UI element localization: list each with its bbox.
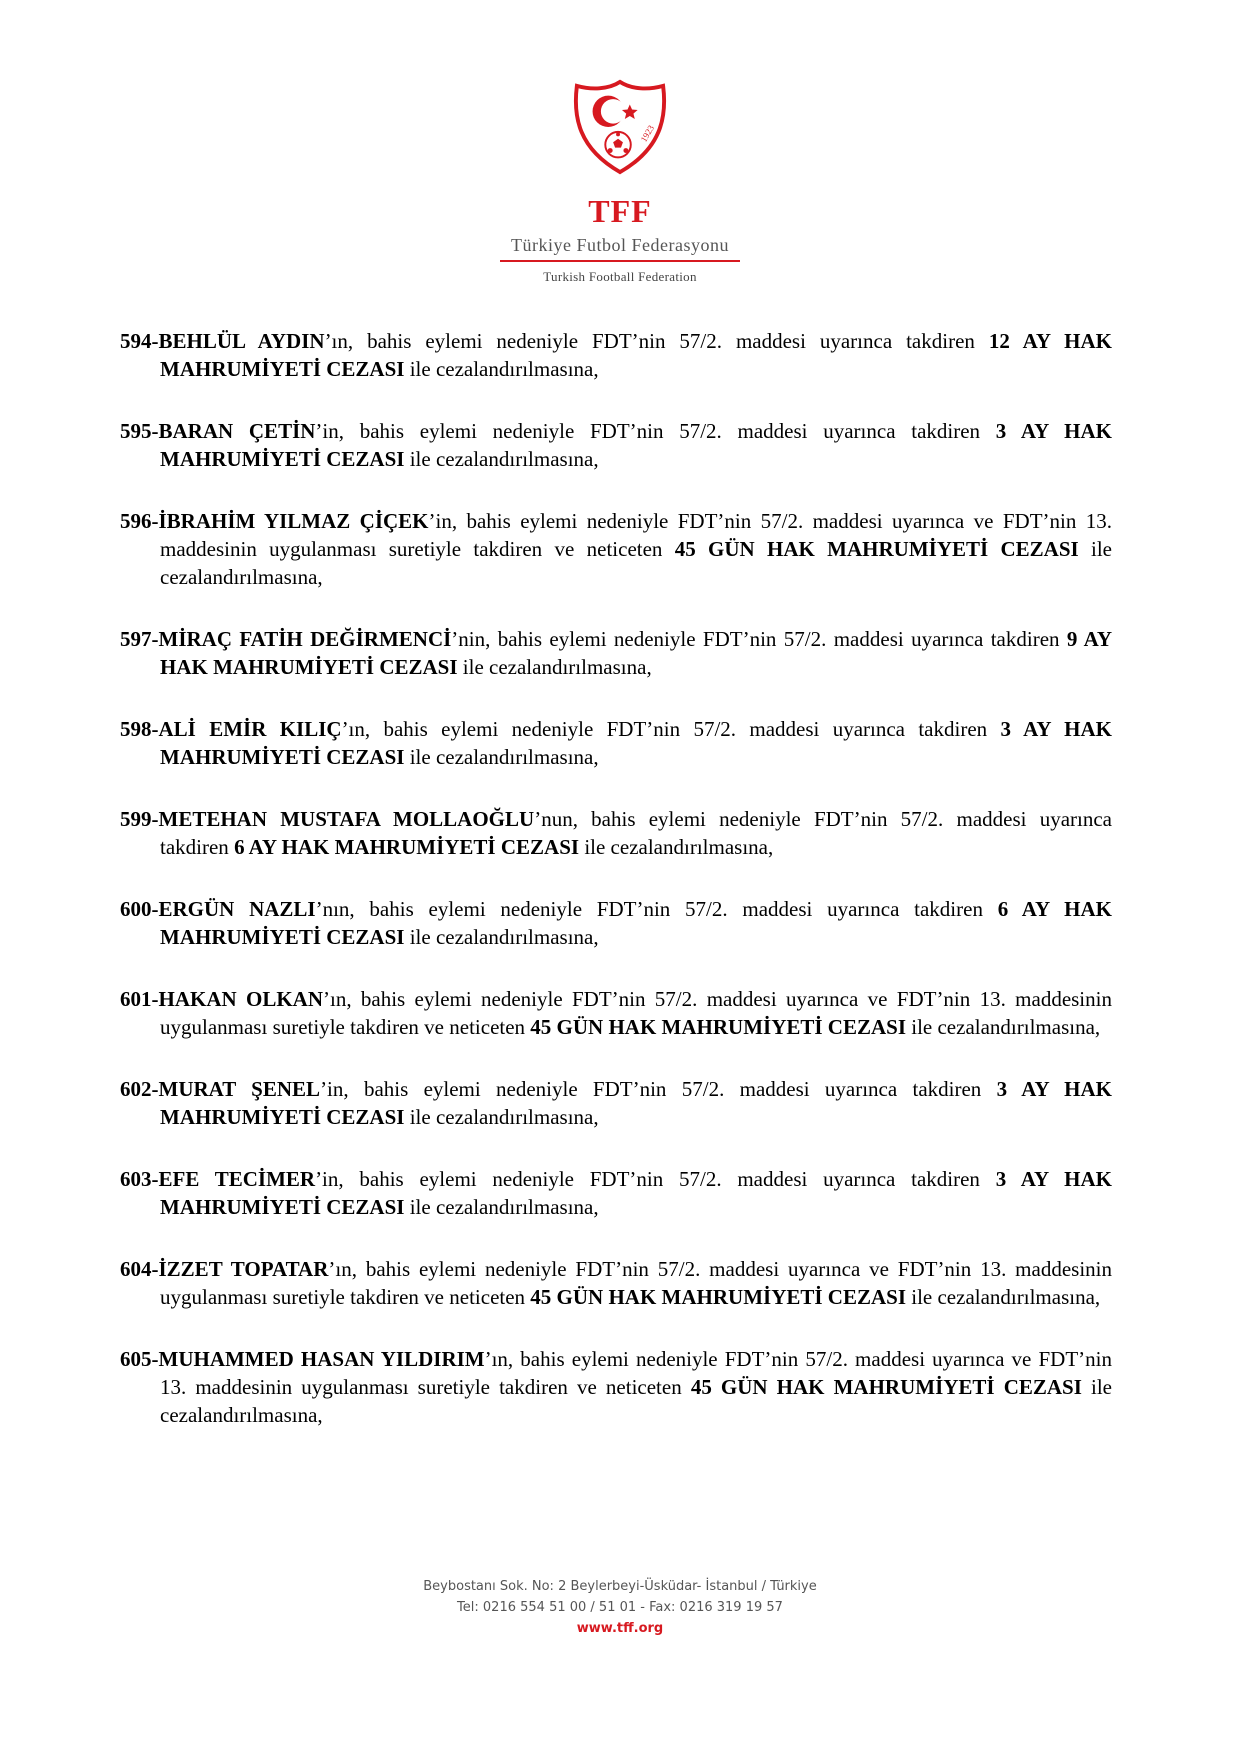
- decision-number: 596-: [120, 509, 159, 533]
- footer-contact: Tel: 0216 554 51 00 / 51 01 - Fax: 0216 319 19 57: [457, 1600, 783, 1615]
- decision-ending: ile cezalandırılmasına,: [160, 1375, 1112, 1427]
- decision-ending: ile cezalandırılmasına,: [404, 447, 599, 471]
- decision-text: ’ın, bahis eylemi nedeniyle FDT’nin 57/2. maddesi uyarınca ve FDT’nin 13. maddesinin uygulanması suretiyle takdiren ve neticeten: [160, 1347, 1112, 1399]
- decision-text: ’ın, bahis eylemi nedeniyle FDT’nin 57/2. maddesi uyarınca ve FDT’nin 13. maddesinin uygulanması suretiyle takdiren ve neticeten: [160, 987, 1112, 1039]
- penalty: 45 GÜN HAK MAHRUMİYETİ CEZASI: [530, 1015, 906, 1039]
- brand-name: Türkiye Futbol Federasyonu: [511, 235, 729, 255]
- decision-text: ’ın, bahis eylemi nedeniyle FDT’nin 57/2. maddesi uyarınca takdiren: [341, 717, 1001, 741]
- person-name: BARAN ÇETİN: [158, 419, 316, 443]
- decision-number: 605-: [120, 1347, 159, 1371]
- tff-logo: [571, 78, 669, 176]
- penalty: 6 AY HAK MAHRUMİYETİ CEZASI: [160, 897, 1113, 949]
- penalty: 3 AY HAK MAHRUMİYETİ CEZASI: [160, 1167, 1112, 1219]
- decision-item: [120, 715, 1112, 771]
- footer-address: Beybostanı Sok. No: 2 Beylerbeyi-Üsküdar- İstanbul / Türkiye: [423, 1579, 817, 1594]
- decision-ending: ile cezalandırılmasına,: [906, 1015, 1101, 1039]
- decision-item: [120, 1075, 1112, 1131]
- decision-item: [120, 417, 1112, 473]
- page-footer: [0, 1576, 1240, 1639]
- decision-text: ’nın, bahis eylemi nedeniyle FDT’nin 57/2. maddesi uyarınca takdiren: [315, 897, 998, 921]
- penalty: 9 AY HAK MAHRUMİYETİ CEZASI: [160, 627, 1112, 679]
- decision-item: [120, 895, 1112, 951]
- decision-item: [120, 985, 1112, 1041]
- decision-ending: ile cezalandırılmasına,: [906, 1285, 1101, 1309]
- brand-abbreviation: TFF: [588, 193, 652, 229]
- decision-ending: ile cezalandırılmasına,: [404, 1105, 599, 1129]
- decision-text: ’nin, bahis eylemi nedeniyle FDT’nin 57/2. maddesi uyarınca takdiren: [451, 627, 1067, 651]
- decision-item: [120, 327, 1112, 383]
- penalty: 12 AY HAK MAHRUMİYETİ CEZASI: [160, 329, 1112, 381]
- person-name: İBRAHİM YILMAZ ÇİÇEK: [158, 509, 429, 533]
- person-name: METEHAN MUSTAFA MOLLAOĞLU: [158, 807, 535, 831]
- decision-ending: ile cezalandırılmasına,: [404, 1195, 599, 1219]
- person-name: MURAT ŞENEL: [158, 1077, 321, 1101]
- decision-ending: ile cezalandırılmasına,: [579, 835, 774, 859]
- decision-item: [120, 805, 1112, 861]
- decision-text: ’in, bahis eylemi nedeniyle FDT’nin 57/2. maddesi uyarınca takdiren: [320, 1077, 997, 1101]
- decision-item: [120, 1345, 1112, 1429]
- logo-year: 1923: [638, 123, 657, 144]
- decision-number: 595-: [120, 419, 159, 443]
- person-name: MİRAÇ FATİH DEĞİRMENCİ: [158, 627, 452, 651]
- penalty: 45 GÜN HAK MAHRUMİYETİ CEZASI: [530, 1285, 906, 1309]
- penalty: 6 AY HAK MAHRUMİYETİ CEZASI: [234, 835, 580, 859]
- decision-ending: ile cezalandırılmasına,: [160, 537, 1112, 589]
- person-name: HAKAN OLKAN: [158, 987, 323, 1011]
- decision-number: 601-: [120, 987, 159, 1011]
- person-name: MUHAMMED HASAN YILDIRIM: [158, 1347, 485, 1371]
- person-name: BEHLÜL AYDIN: [158, 329, 325, 353]
- decision-ending: ile cezalandırılmasına,: [404, 357, 599, 381]
- decision-number: 602-: [120, 1077, 159, 1101]
- letterhead: [0, 78, 1240, 285]
- decision-text: ’in, bahis eylemi nedeniyle FDT’nin 57/2. maddesi uyarınca takdiren: [315, 419, 996, 443]
- decision-item: [120, 1255, 1112, 1311]
- decision-number: 600-: [120, 897, 159, 921]
- penalty: 3 AY HAK MAHRUMİYETİ CEZASI: [160, 419, 1113, 471]
- decision-number: 594-: [120, 329, 159, 353]
- person-name: ERGÜN NAZLI: [158, 897, 316, 921]
- penalty: 45 GÜN HAK MAHRUMİYETİ CEZASI: [690, 1375, 1082, 1399]
- decision-number: 603-: [120, 1167, 159, 1191]
- person-name: EFE TECİMER: [158, 1167, 316, 1191]
- decision-number: 597-: [120, 627, 159, 651]
- tff-crest-icon: [571, 78, 669, 176]
- person-name: İZZET TOPATAR: [158, 1257, 329, 1281]
- decision-text: ’ın, bahis eylemi nedeniyle FDT’nin 57/2. maddesi uyarınca takdiren: [324, 329, 989, 353]
- footer-website-link[interactable]: www.tff.org: [576, 1621, 664, 1636]
- decision-list: [120, 327, 1112, 1463]
- decision-item: [120, 625, 1112, 681]
- decision-ending: ile cezalandırılmasına,: [457, 655, 652, 679]
- decision-text: ’in, bahis eylemi nedeniyle FDT’nin 57/2. maddesi uyarınca takdiren: [315, 1167, 996, 1191]
- decision-item: [120, 1165, 1112, 1221]
- decision-ending: ile cezalandırılmasına,: [404, 925, 599, 949]
- decision-text: ’nun, bahis eylemi nedeniyle FDT’nin 57/2. maddesi uyarınca takdiren: [160, 807, 1112, 859]
- decision-text: ’in, bahis eylemi nedeniyle FDT’nin 57/2. maddesi uyarınca ve FDT’nin 13. maddesinin uygulanması suretiyle takdiren ve neticeten: [160, 509, 1112, 561]
- brand-divider: [500, 260, 740, 262]
- penalty: 45 GÜN HAK MAHRUMİYETİ CEZASI: [674, 537, 1079, 561]
- penalty: 3 AY HAK MAHRUMİYETİ CEZASI: [160, 1077, 1112, 1129]
- decision-number: 598-: [120, 717, 159, 741]
- decision-number: 604-: [120, 1257, 159, 1281]
- decision-text: ’ın, bahis eylemi nedeniyle FDT’nin 57/2. maddesi uyarınca ve FDT’nin 13. maddesinin uygulanması suretiyle takdiren ve neticeten: [160, 1257, 1113, 1309]
- brand-name-english: Turkish Football Federation: [543, 269, 697, 284]
- decision-number: 599-: [120, 807, 159, 831]
- decision-ending: ile cezalandırılmasına,: [404, 745, 599, 769]
- penalty: 3 AY HAK MAHRUMİYETİ CEZASI: [160, 717, 1112, 769]
- decision-item: [120, 507, 1112, 591]
- person-name: ALİ EMİR KILIÇ: [158, 717, 342, 741]
